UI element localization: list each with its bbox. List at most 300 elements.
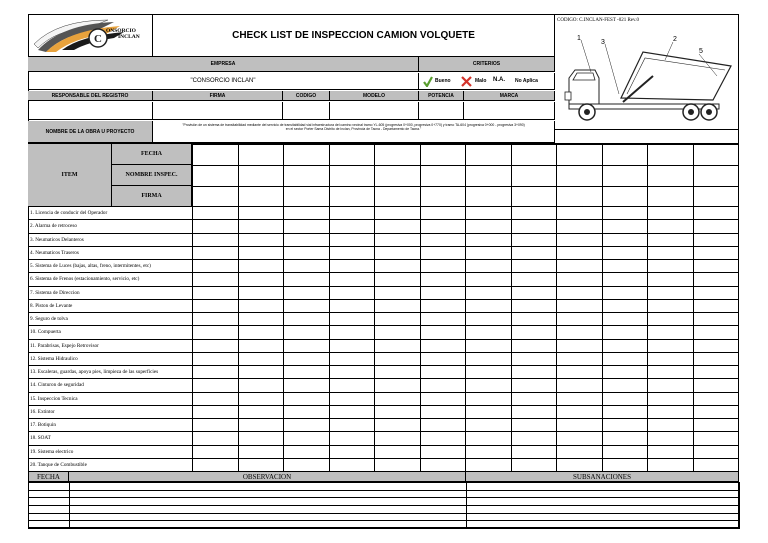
check-cell[interactable] [511, 260, 557, 273]
check-cell[interactable] [375, 286, 421, 299]
check-cell[interactable] [420, 432, 466, 445]
modelo-value[interactable] [330, 102, 419, 120]
subsanacion-cell[interactable] [467, 506, 740, 514]
check-cell[interactable] [511, 352, 557, 365]
check-cell[interactable] [602, 233, 648, 246]
header-cell[interactable] [284, 166, 330, 187]
observation-date-cell[interactable] [29, 483, 70, 491]
check-cell[interactable] [284, 392, 330, 405]
header-cell[interactable] [648, 145, 694, 166]
check-cell[interactable] [375, 458, 421, 471]
check-cell[interactable] [238, 299, 284, 312]
check-cell[interactable] [193, 339, 239, 352]
check-cell[interactable] [238, 339, 284, 352]
check-cell[interactable] [329, 273, 375, 286]
check-cell[interactable] [648, 458, 694, 471]
check-cell[interactable] [193, 273, 239, 286]
check-cell[interactable] [511, 233, 557, 246]
check-cell[interactable] [693, 326, 739, 339]
check-cell[interactable] [284, 326, 330, 339]
observation-text-cell[interactable] [70, 483, 467, 491]
check-cell[interactable] [329, 339, 375, 352]
check-cell[interactable] [193, 260, 239, 273]
check-cell[interactable] [602, 207, 648, 220]
check-cell[interactable] [602, 458, 648, 471]
observation-text-cell[interactable] [70, 506, 467, 514]
check-cell[interactable] [193, 458, 239, 471]
check-cell[interactable] [602, 286, 648, 299]
header-cell[interactable] [557, 187, 603, 207]
check-cell[interactable] [511, 458, 557, 471]
check-cell[interactable] [193, 379, 239, 392]
subsanacion-cell[interactable] [467, 521, 740, 529]
check-cell[interactable] [238, 432, 284, 445]
check-cell[interactable] [375, 260, 421, 273]
check-cell[interactable] [557, 405, 603, 418]
header-cell[interactable] [602, 187, 648, 207]
responsable-value[interactable] [28, 102, 153, 120]
check-cell[interactable] [557, 379, 603, 392]
check-cell[interactable] [648, 233, 694, 246]
check-cell[interactable] [329, 405, 375, 418]
check-cell[interactable] [238, 352, 284, 365]
check-cell[interactable] [284, 207, 330, 220]
observation-date-cell[interactable] [29, 490, 70, 498]
check-cell[interactable] [602, 379, 648, 392]
check-cell[interactable] [557, 273, 603, 286]
check-cell[interactable] [511, 392, 557, 405]
check-cell[interactable] [284, 419, 330, 432]
check-cell[interactable] [466, 392, 512, 405]
observation-text-cell[interactable] [70, 513, 467, 521]
check-cell[interactable] [466, 286, 512, 299]
check-cell[interactable] [648, 339, 694, 352]
check-cell[interactable] [375, 207, 421, 220]
check-cell[interactable] [329, 286, 375, 299]
check-cell[interactable] [466, 233, 512, 246]
check-cell[interactable] [238, 286, 284, 299]
check-cell[interactable] [284, 339, 330, 352]
check-cell[interactable] [466, 339, 512, 352]
check-cell[interactable] [375, 379, 421, 392]
header-cell[interactable] [693, 187, 739, 207]
header-cell[interactable] [284, 187, 330, 207]
check-cell[interactable] [420, 207, 466, 220]
check-cell[interactable] [284, 299, 330, 312]
header-cell[interactable] [238, 145, 284, 166]
check-cell[interactable] [466, 458, 512, 471]
check-cell[interactable] [648, 392, 694, 405]
check-cell[interactable] [238, 233, 284, 246]
observation-date-cell[interactable] [29, 513, 70, 521]
check-cell[interactable] [420, 339, 466, 352]
check-cell[interactable] [602, 260, 648, 273]
check-cell[interactable] [329, 392, 375, 405]
check-cell[interactable] [420, 379, 466, 392]
header-cell[interactable] [375, 187, 421, 207]
check-cell[interactable] [602, 405, 648, 418]
check-cell[interactable] [193, 286, 239, 299]
header-cell[interactable] [329, 187, 375, 207]
check-cell[interactable] [693, 207, 739, 220]
check-cell[interactable] [375, 273, 421, 286]
check-cell[interactable] [375, 405, 421, 418]
check-cell[interactable] [329, 207, 375, 220]
subsanacion-cell[interactable] [467, 483, 740, 491]
check-cell[interactable] [193, 220, 239, 233]
check-cell[interactable] [511, 246, 557, 259]
check-cell[interactable] [648, 273, 694, 286]
check-cell[interactable] [557, 313, 603, 326]
check-cell[interactable] [193, 207, 239, 220]
check-cell[interactable] [193, 405, 239, 418]
header-cell[interactable] [648, 166, 694, 187]
header-cell[interactable] [511, 145, 557, 166]
check-cell[interactable] [511, 379, 557, 392]
check-cell[interactable] [466, 260, 512, 273]
check-cell[interactable] [693, 432, 739, 445]
header-cell[interactable] [693, 145, 739, 166]
header-cell[interactable] [284, 145, 330, 166]
check-cell[interactable] [511, 299, 557, 312]
check-cell[interactable] [420, 392, 466, 405]
check-cell[interactable] [420, 246, 466, 259]
check-cell[interactable] [557, 299, 603, 312]
check-cell[interactable] [648, 419, 694, 432]
check-cell[interactable] [511, 445, 557, 458]
check-cell[interactable] [511, 220, 557, 233]
check-cell[interactable] [602, 445, 648, 458]
check-cell[interactable] [648, 379, 694, 392]
header-cell[interactable] [466, 166, 512, 187]
check-cell[interactable] [329, 233, 375, 246]
check-cell[interactable] [693, 352, 739, 365]
check-cell[interactable] [648, 432, 694, 445]
check-cell[interactable] [420, 405, 466, 418]
check-cell[interactable] [557, 220, 603, 233]
check-cell[interactable] [648, 299, 694, 312]
check-cell[interactable] [329, 445, 375, 458]
check-cell[interactable] [693, 339, 739, 352]
check-cell[interactable] [557, 286, 603, 299]
check-cell[interactable] [284, 432, 330, 445]
observation-text-cell[interactable] [70, 498, 467, 506]
check-cell[interactable] [602, 432, 648, 445]
check-cell[interactable] [466, 432, 512, 445]
check-cell[interactable] [329, 352, 375, 365]
check-cell[interactable] [693, 313, 739, 326]
codigo-value[interactable] [283, 102, 330, 120]
check-cell[interactable] [329, 313, 375, 326]
check-cell[interactable] [329, 432, 375, 445]
check-cell[interactable] [420, 286, 466, 299]
check-cell[interactable] [693, 260, 739, 273]
check-cell[interactable] [557, 246, 603, 259]
check-cell[interactable] [420, 445, 466, 458]
check-cell[interactable] [557, 432, 603, 445]
check-cell[interactable] [693, 220, 739, 233]
check-cell[interactable] [284, 286, 330, 299]
check-cell[interactable] [193, 432, 239, 445]
check-cell[interactable] [329, 246, 375, 259]
check-cell[interactable] [284, 405, 330, 418]
check-cell[interactable] [193, 445, 239, 458]
check-cell[interactable] [238, 260, 284, 273]
header-cell[interactable] [193, 187, 239, 207]
check-cell[interactable] [466, 419, 512, 432]
header-cell[interactable] [602, 145, 648, 166]
check-cell[interactable] [693, 445, 739, 458]
header-cell[interactable] [420, 187, 466, 207]
check-cell[interactable] [648, 313, 694, 326]
check-cell[interactable] [693, 458, 739, 471]
check-cell[interactable] [693, 419, 739, 432]
header-cell[interactable] [693, 166, 739, 187]
check-cell[interactable] [193, 313, 239, 326]
check-cell[interactable] [648, 246, 694, 259]
header-cell[interactable] [420, 166, 466, 187]
header-cell[interactable] [238, 166, 284, 187]
subsanacion-cell[interactable] [467, 498, 740, 506]
check-cell[interactable] [420, 273, 466, 286]
check-cell[interactable] [375, 220, 421, 233]
check-cell[interactable] [602, 220, 648, 233]
check-cell[interactable] [193, 246, 239, 259]
check-cell[interactable] [557, 207, 603, 220]
check-cell[interactable] [193, 366, 239, 379]
header-cell[interactable] [511, 187, 557, 207]
header-cell[interactable] [511, 166, 557, 187]
observation-date-cell[interactable] [29, 498, 70, 506]
header-cell[interactable] [238, 187, 284, 207]
check-cell[interactable] [193, 299, 239, 312]
header-cell[interactable] [329, 166, 375, 187]
check-cell[interactable] [329, 458, 375, 471]
check-cell[interactable] [193, 352, 239, 365]
check-cell[interactable] [238, 273, 284, 286]
check-cell[interactable] [602, 339, 648, 352]
check-cell[interactable] [466, 352, 512, 365]
check-cell[interactable] [284, 273, 330, 286]
check-cell[interactable] [693, 286, 739, 299]
check-cell[interactable] [511, 207, 557, 220]
check-cell[interactable] [466, 273, 512, 286]
check-cell[interactable] [375, 326, 421, 339]
check-cell[interactable] [693, 379, 739, 392]
header-cell[interactable] [557, 166, 603, 187]
check-cell[interactable] [193, 326, 239, 339]
check-cell[interactable] [602, 299, 648, 312]
observation-text-cell[interactable] [70, 521, 467, 529]
check-cell[interactable] [557, 419, 603, 432]
header-cell[interactable] [375, 145, 421, 166]
observation-date-cell[interactable] [29, 506, 70, 514]
subsanacion-cell[interactable] [467, 513, 740, 521]
check-cell[interactable] [375, 313, 421, 326]
header-cell[interactable] [602, 166, 648, 187]
check-cell[interactable] [602, 419, 648, 432]
check-cell[interactable] [238, 419, 284, 432]
check-cell[interactable] [511, 339, 557, 352]
check-cell[interactable] [329, 260, 375, 273]
check-cell[interactable] [284, 260, 330, 273]
check-cell[interactable] [602, 246, 648, 259]
check-cell[interactable] [238, 326, 284, 339]
check-cell[interactable] [329, 379, 375, 392]
check-cell[interactable] [648, 286, 694, 299]
check-cell[interactable] [602, 352, 648, 365]
check-cell[interactable] [420, 366, 466, 379]
check-cell[interactable] [602, 326, 648, 339]
check-cell[interactable] [466, 207, 512, 220]
check-cell[interactable] [693, 366, 739, 379]
check-cell[interactable] [420, 260, 466, 273]
marca-value[interactable] [464, 102, 555, 120]
check-cell[interactable] [193, 392, 239, 405]
check-cell[interactable] [284, 379, 330, 392]
header-cell[interactable] [420, 145, 466, 166]
check-cell[interactable] [511, 326, 557, 339]
check-cell[interactable] [420, 220, 466, 233]
check-cell[interactable] [420, 313, 466, 326]
check-cell[interactable] [375, 352, 421, 365]
check-cell[interactable] [511, 432, 557, 445]
check-cell[interactable] [329, 299, 375, 312]
check-cell[interactable] [466, 445, 512, 458]
check-cell[interactable] [511, 286, 557, 299]
check-cell[interactable] [329, 366, 375, 379]
check-cell[interactable] [557, 233, 603, 246]
check-cell[interactable] [557, 326, 603, 339]
check-cell[interactable] [284, 445, 330, 458]
check-cell[interactable] [602, 392, 648, 405]
check-cell[interactable] [420, 326, 466, 339]
check-cell[interactable] [557, 392, 603, 405]
check-cell[interactable] [693, 246, 739, 259]
check-cell[interactable] [557, 458, 603, 471]
check-cell[interactable] [466, 405, 512, 418]
check-cell[interactable] [375, 445, 421, 458]
check-cell[interactable] [466, 220, 512, 233]
check-cell[interactable] [557, 366, 603, 379]
check-cell[interactable] [693, 299, 739, 312]
check-cell[interactable] [557, 339, 603, 352]
check-cell[interactable] [375, 246, 421, 259]
check-cell[interactable] [648, 352, 694, 365]
potencia-value[interactable] [419, 102, 464, 120]
check-cell[interactable] [329, 220, 375, 233]
check-cell[interactable] [466, 299, 512, 312]
check-cell[interactable] [238, 458, 284, 471]
check-cell[interactable] [648, 326, 694, 339]
check-cell[interactable] [511, 366, 557, 379]
check-cell[interactable] [466, 313, 512, 326]
check-cell[interactable] [511, 313, 557, 326]
observation-date-cell[interactable] [29, 521, 70, 529]
check-cell[interactable] [466, 246, 512, 259]
check-cell[interactable] [238, 220, 284, 233]
check-cell[interactable] [238, 445, 284, 458]
header-cell[interactable] [375, 166, 421, 187]
header-cell[interactable] [193, 166, 239, 187]
check-cell[interactable] [693, 273, 739, 286]
check-cell[interactable] [511, 273, 557, 286]
check-cell[interactable] [557, 260, 603, 273]
check-cell[interactable] [238, 379, 284, 392]
check-cell[interactable] [375, 432, 421, 445]
check-cell[interactable] [511, 405, 557, 418]
check-cell[interactable] [420, 233, 466, 246]
check-cell[interactable] [693, 392, 739, 405]
check-cell[interactable] [375, 233, 421, 246]
check-cell[interactable] [238, 392, 284, 405]
check-cell[interactable] [648, 220, 694, 233]
check-cell[interactable] [602, 366, 648, 379]
check-cell[interactable] [420, 458, 466, 471]
header-cell[interactable] [466, 187, 512, 207]
check-cell[interactable] [375, 339, 421, 352]
header-cell[interactable] [329, 145, 375, 166]
header-cell[interactable] [466, 145, 512, 166]
check-cell[interactable] [602, 273, 648, 286]
check-cell[interactable] [420, 352, 466, 365]
check-cell[interactable] [466, 379, 512, 392]
check-cell[interactable] [648, 260, 694, 273]
check-cell[interactable] [648, 445, 694, 458]
check-cell[interactable] [284, 366, 330, 379]
check-cell[interactable] [420, 419, 466, 432]
firma-value[interactable] [153, 102, 283, 120]
check-cell[interactable] [420, 299, 466, 312]
check-cell[interactable] [648, 366, 694, 379]
check-cell[interactable] [329, 326, 375, 339]
check-cell[interactable] [375, 392, 421, 405]
check-cell[interactable] [511, 419, 557, 432]
header-cell[interactable] [648, 187, 694, 207]
check-cell[interactable] [466, 366, 512, 379]
check-cell[interactable] [238, 366, 284, 379]
check-cell[interactable] [238, 313, 284, 326]
check-cell[interactable] [284, 458, 330, 471]
header-cell[interactable] [557, 145, 603, 166]
check-cell[interactable] [284, 220, 330, 233]
check-cell[interactable] [238, 207, 284, 220]
check-cell[interactable] [648, 405, 694, 418]
check-cell[interactable] [693, 233, 739, 246]
check-cell[interactable] [193, 233, 239, 246]
check-cell[interactable] [284, 233, 330, 246]
observation-text-cell[interactable] [70, 490, 467, 498]
check-cell[interactable] [284, 352, 330, 365]
check-cell[interactable] [602, 313, 648, 326]
header-cell[interactable] [193, 145, 239, 166]
check-cell[interactable] [693, 405, 739, 418]
check-cell[interactable] [238, 405, 284, 418]
check-cell[interactable] [284, 246, 330, 259]
check-cell[interactable] [375, 366, 421, 379]
check-cell[interactable] [329, 419, 375, 432]
check-cell[interactable] [193, 419, 239, 432]
check-cell[interactable] [284, 313, 330, 326]
check-cell[interactable] [557, 445, 603, 458]
check-cell[interactable] [238, 246, 284, 259]
check-cell[interactable] [375, 299, 421, 312]
check-cell[interactable] [557, 352, 603, 365]
check-cell[interactable] [375, 419, 421, 432]
check-cell[interactable] [466, 326, 512, 339]
subsanacion-cell[interactable] [467, 490, 740, 498]
check-cell[interactable] [648, 207, 694, 220]
